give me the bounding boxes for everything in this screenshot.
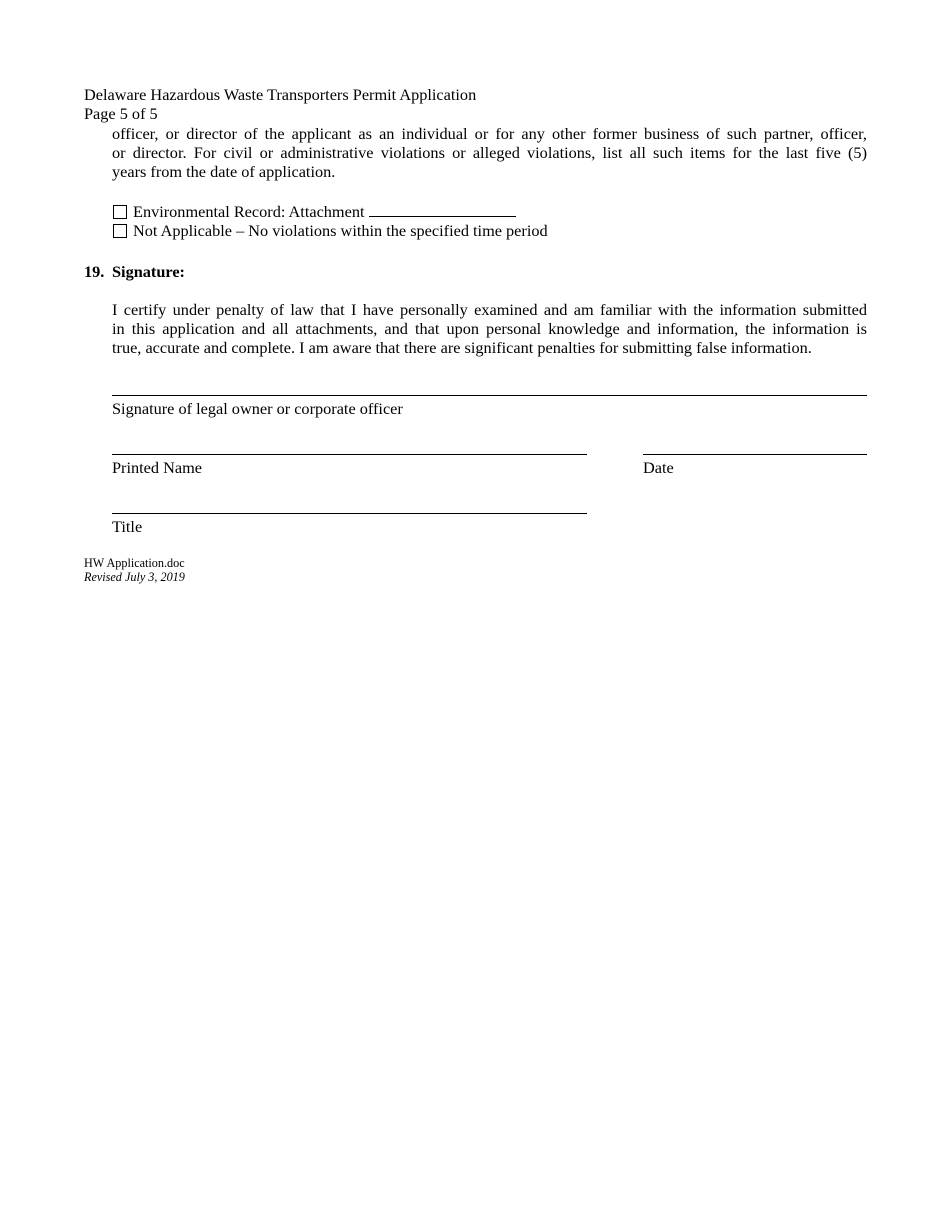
continuation-line: years from the date of application. [112,162,336,181]
not-applicable-checkbox[interactable] [113,224,127,238]
section-heading: Signature: [112,262,185,281]
document-title: Delaware Hazardous Waste Transporters Permit Application [84,85,477,104]
certification-paragraph [112,300,867,357]
section-number: 19. [84,262,105,281]
continuation-line: or director. For civil or administrative violations or alleged violations, list all such items for the last five (5) [112,143,867,162]
continuation-paragraph [112,124,867,181]
certification-line: I certify under penalty of law that I have personally examined and am familiar with the information submitted [112,300,867,319]
certification-line: in this application and all attachments, and that upon personal knowledge and information, the information is [112,319,867,338]
signature-label: Signature of legal owner or corporate officer [112,399,403,418]
environmental-record-checkbox[interactable] [113,205,127,219]
printed-name-label: Printed Name [112,458,202,477]
title-line[interactable] [112,513,587,514]
attachment-blank-field[interactable] [369,215,516,217]
not-applicable-label: Not Applicable – No violations within the specified time period [133,221,548,240]
signature-line[interactable] [112,395,867,396]
footer-revised-date: Revised July 3, 2019 [84,570,185,584]
environmental-record-label: Environmental Record: Attachment [133,202,365,221]
environmental-record-option [113,202,516,221]
continuation-line: officer, or director of the applicant as an individual or for any other former business of such partner, officer, [112,124,867,143]
date-label: Date [643,458,674,477]
page-number: Page 5 of 5 [84,104,158,123]
date-line[interactable] [643,454,867,455]
title-label: Title [112,517,143,536]
not-applicable-option [113,221,548,240]
footer-filename: HW Application.doc [84,556,185,570]
certification-line: true, accurate and complete. I am aware that there are significant penalties for submitting false information. [112,338,812,357]
printed-name-line[interactable] [112,454,587,455]
